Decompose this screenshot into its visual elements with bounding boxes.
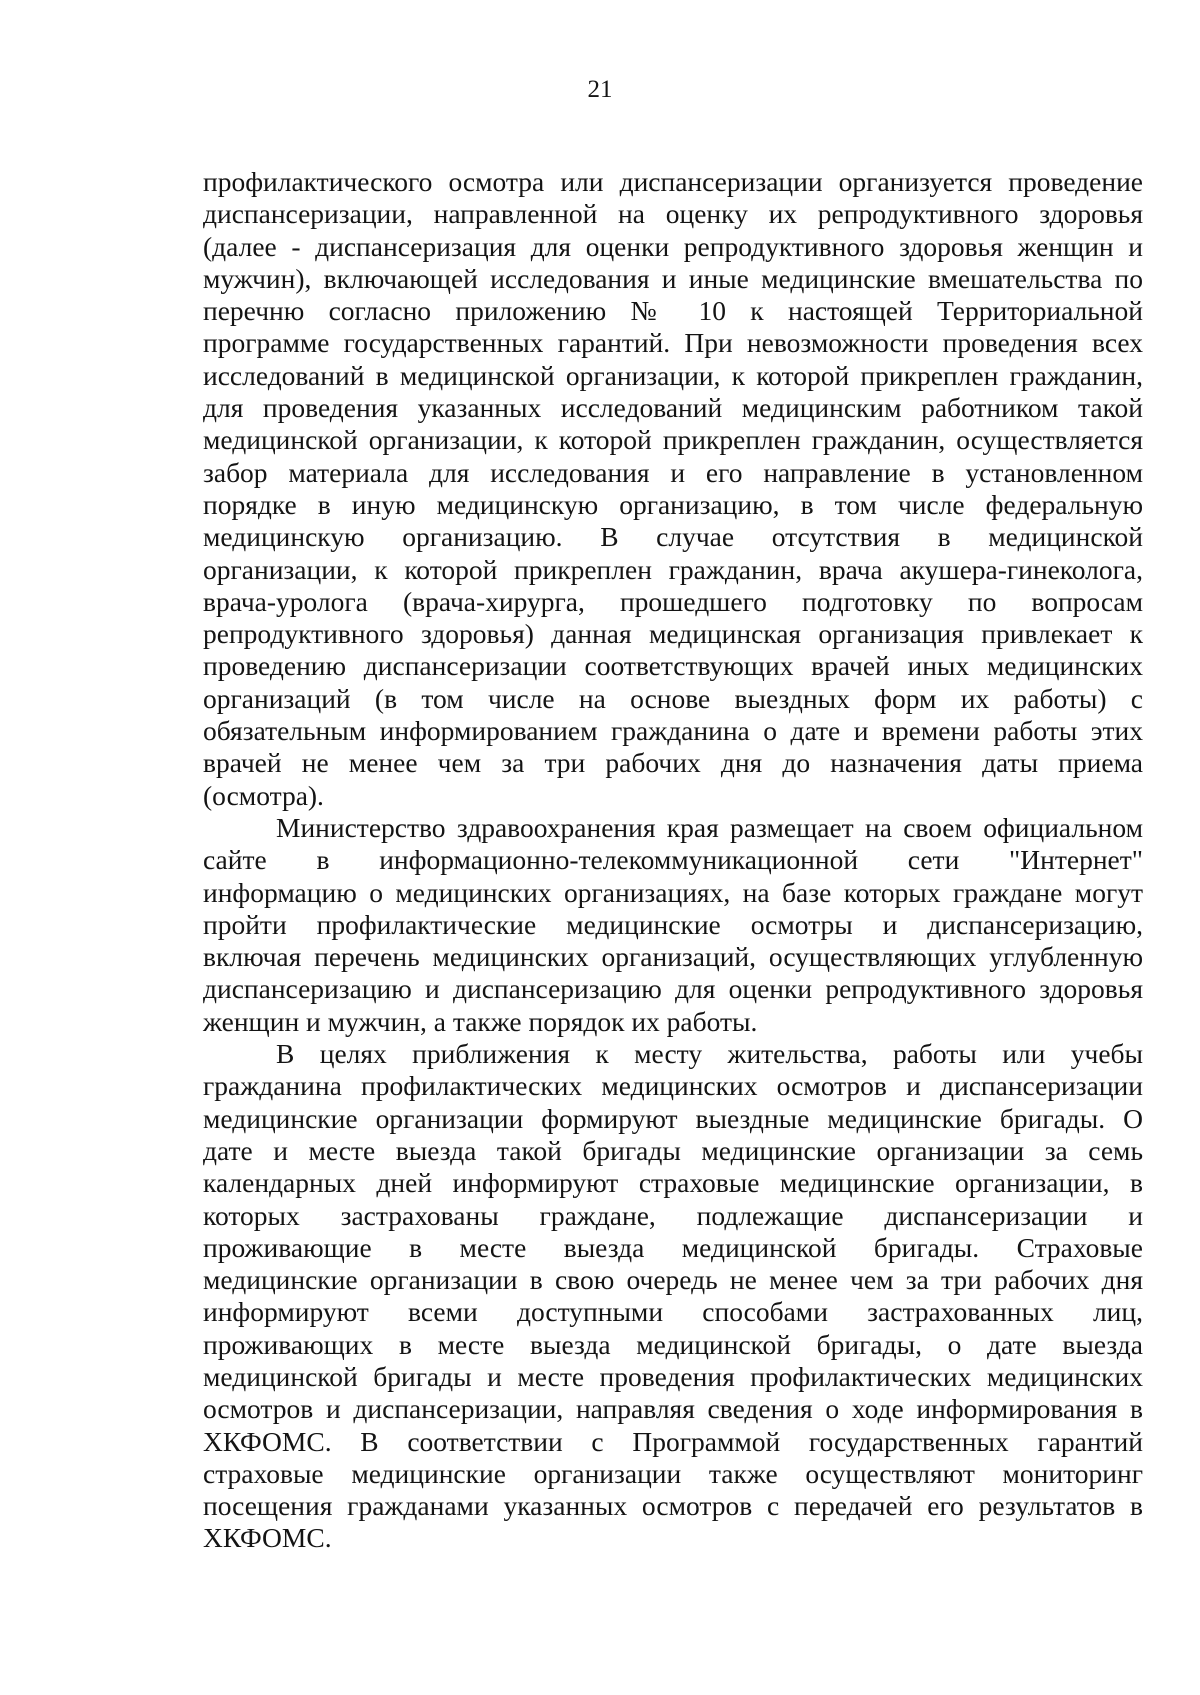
text-line: сайте в информационно-телекоммуникационной сети "Интернет" [203,844,1143,876]
text-line: (далее - диспансеризация для оценки репродуктивного здоровья женщин и [203,230,1143,262]
text-line: В целях приближения к месту жительства, работы или учебы [276,1038,1143,1070]
text-line: посещения гражданами указанных осмотров с передачей его результатов в [203,1490,1143,1522]
text-line: диспансеризации, направленной на оценку их репродуктивного здоровья [203,198,1143,230]
text-line: программе государственных гарантий. При невозможности проведения всех [203,327,1143,359]
text-line: исследований в медицинской организации, к которой прикреплен гражданин, [203,359,1143,391]
text-line: организаций (в том числе на основе выездных форм их работы) с [203,682,1143,714]
document-body [203,166,1143,1555]
text-line: ХКФОМС. В соответствии с Программой государственных гарантий [203,1425,1143,1457]
page-number: 21 [587,76,613,103]
text-line: медицинские организации формируют выездные медицинские бригады. О [203,1102,1143,1134]
text-line: перечню согласно приложению № 10 к настоящей Территориальной [203,295,1143,327]
text-line: страховые медицинские организации также осуществляют мониторинг [203,1457,1143,1489]
text-line: пройти профилактические медицинские осмотры и диспансеризацию, [203,908,1143,940]
text-line: мужчин), включающей исследования и иные медицинские вмешательства по [203,262,1143,294]
text-line: женщин и мужчин, а также порядок их работы. [203,1005,758,1037]
text-line: профилактического осмотра или диспансеризации организуется проведение [203,166,1143,197]
text-line: (осмотра). [203,779,324,811]
text-line: медицинскую организацию. В случае отсутствия в медицинской [203,521,1143,553]
text-line: включая перечень медицинских организаций, осуществляющих углубленную [203,941,1143,973]
text-line: информируют всеми доступными способами застрахованных лиц, [203,1296,1143,1328]
text-line: забор материала для исследования и его направление в установленном [203,456,1143,488]
text-line: дате и месте выезда такой бригады медицинские организации за семь [203,1134,1143,1166]
text-line: гражданина профилактических медицинских осмотров и диспансеризации [203,1070,1143,1102]
text-line: проведению диспансеризации соответствующих врачей иных медицинских [203,650,1143,682]
text-line: медицинской бригады и месте проведения профилактических медицинских [203,1360,1143,1392]
text-line: репродуктивного здоровья) данная медицинская организация привлекает к [203,618,1143,650]
text-line: осмотров и диспансеризации, направляя сведения о ходе информирования в [203,1393,1143,1425]
text-line: врача-уролога (врача-хирурга, прошедшего подготовку по вопросам [203,585,1143,617]
text-line: ХКФОМС. [203,1522,332,1554]
text-line: медицинские организации в свою очередь не менее чем за три рабочих дня [203,1264,1143,1296]
text-line: организации, к которой прикреплен гражданин, врача акушера-гинеколога, [203,553,1143,585]
text-line: проживающие в месте выезда медицинской бригады. Страховые [203,1231,1143,1263]
text-line: врачей не менее чем за три рабочих дня до назначения даты приема [203,747,1143,779]
text-line: календарных дней информируют страховые медицинские организации, в [203,1167,1143,1199]
text-line: информацию о медицинских организациях, на базе которых граждане могут [203,876,1143,908]
text-line: проживающих в месте выезда медицинской бригады, о дате выезда [203,1328,1143,1360]
text-line: обязательным информированием гражданина о дате и времени работы этих [203,715,1143,747]
text-line: медицинской организации, к которой прикреплен гражданин, осуществляется [203,424,1143,456]
text-line: диспансеризацию и диспансеризацию для оценки репродуктивного здоровья [203,973,1143,1005]
text-line: Министерство здравоохранения края размещает на своем официальном [276,811,1143,843]
text-line: порядке в иную медицинскую организацию, в том числе федеральную [203,488,1143,520]
text-line: которых застрахованы граждане, подлежащие диспансеризации и [203,1199,1143,1231]
text-line: для проведения указанных исследований медицинским работником такой [203,392,1143,424]
